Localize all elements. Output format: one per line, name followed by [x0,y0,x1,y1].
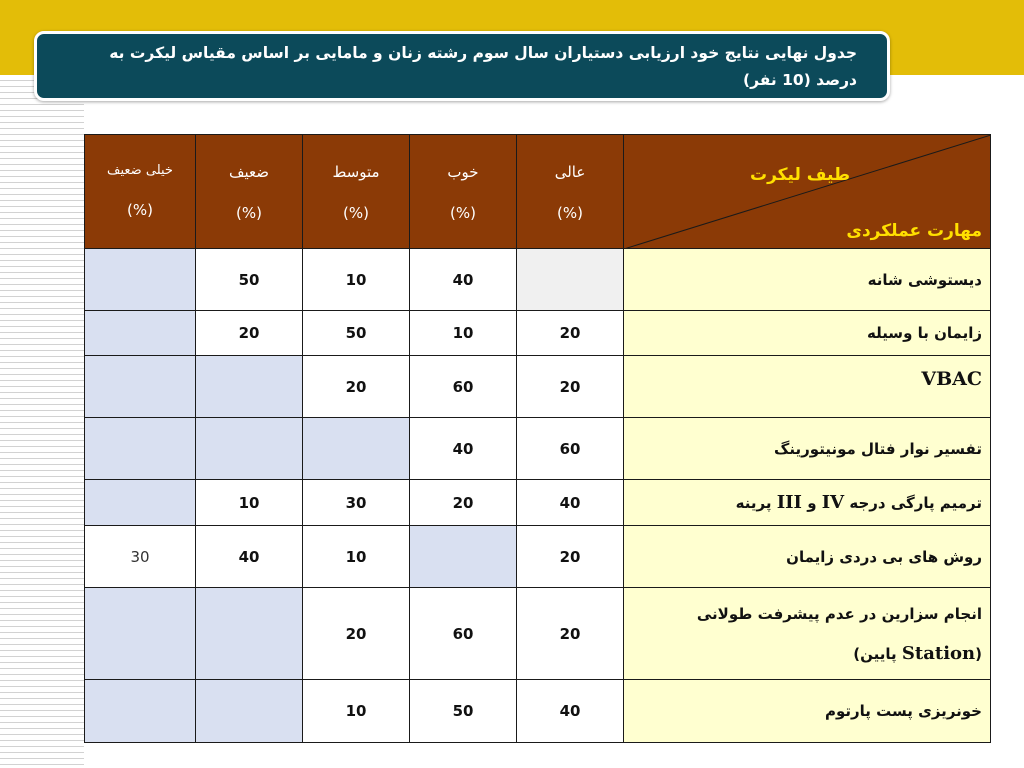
skill-text-station: Station [901,642,976,664]
skill-cell: روش های بی دردی زایمان [624,526,991,588]
value-cell-very-weak [85,249,196,311]
value-cell-good: 40 [410,249,517,311]
value-cell-average: 30 [303,480,410,526]
column-header-label: خوب [447,163,479,181]
table-row [85,418,991,480]
value-cell-average [303,418,410,480]
value-cell-good: 20 [410,480,517,526]
table-row [85,526,991,588]
value-cell-average: 20 [303,588,410,680]
column-header-label: عالی [554,163,586,181]
value-cell-good: 40 [410,418,517,480]
value-cell-weak: 10 [196,480,303,526]
page-title: جدول نهایی نتایج خود ارزیابی دستیاران سال سوم رشته زنان و مامایی بر اساس مقیاس لیکرت به درصد (10 نفر) [109,44,857,89]
value-cell-very-weak [85,356,196,418]
value-cell-very-weak [85,588,196,680]
skill-text-and: و [801,494,822,512]
value-cell-average: 10 [303,680,410,743]
skill-text-prefix: ترمیم پارگی درجه [844,494,982,512]
skill-text-line1: انجام سزارین در عدم پیشرفت طولانی [696,604,982,623]
value-cell-very-weak [85,680,196,743]
value-cell-weak: 40 [196,526,303,588]
value-cell-weak [196,418,303,480]
column-header-unit: (%) [236,204,262,222]
table-row [85,480,991,526]
value-cell-excellent: 20 [517,311,624,356]
column-header-good [410,135,517,249]
column-header-label: خیلی ضعیف [107,163,173,178]
table-row [85,249,991,311]
column-header-label: متوسط [332,163,380,181]
table-row [85,588,991,680]
value-cell-average: 50 [303,311,410,356]
table-row [85,311,991,356]
column-header-unit: (%) [127,201,153,219]
column-header-very-weak [85,135,196,249]
column-header-weak [196,135,303,249]
value-cell-excellent: 20 [517,588,624,680]
value-cell-excellent: 20 [517,356,624,418]
column-header-average [303,135,410,249]
skill-text-line2-open: ( [975,644,982,663]
value-cell-very-weak [85,311,196,356]
value-cell-good: 50 [410,680,517,743]
skill-cell [624,588,991,680]
skill-text-roman-iv: IV [821,492,845,513]
column-header-unit: (%) [450,204,476,222]
value-cell-weak [196,356,303,418]
skill-text-line2-close: پایین) [853,644,902,663]
value-cell-average: 20 [303,356,410,418]
value-cell-good: 60 [410,588,517,680]
value-cell-good: 60 [410,356,517,418]
skill-text-roman-iii: III [776,492,802,513]
column-header-excellent [517,135,624,249]
skill-cell: خونریزی پست پارتوم [624,680,991,743]
value-cell-excellent [517,249,624,311]
value-cell-weak [196,680,303,743]
value-cell-average: 10 [303,526,410,588]
skill-cell [624,480,991,526]
skill-cell: دیستوشی شانه [624,249,991,311]
value-cell-weak: 50 [196,249,303,311]
table-row [85,356,991,418]
likert-scale-label: طیف لیکرت [750,165,850,185]
column-header-unit: (%) [557,204,583,222]
value-cell-excellent: 60 [517,418,624,480]
performance-skill-label: مهارت عملکردی [846,221,982,241]
likert-results-table [84,134,991,743]
value-cell-very-weak: 30 [85,526,196,588]
value-cell-very-weak [85,480,196,526]
table-header-row [85,135,991,249]
value-cell-very-weak [85,418,196,480]
skill-text-suffix: پرینه [735,494,777,512]
value-cell-weak [196,588,303,680]
table-row [85,680,991,743]
value-cell-good: 10 [410,311,517,356]
value-cell-excellent: 20 [517,526,624,588]
left-stripe-decoration [0,75,84,768]
value-cell-excellent: 40 [517,680,624,743]
value-cell-average: 10 [303,249,410,311]
column-header-label: ضعیف [228,163,270,181]
header-corner-cell [624,135,991,249]
value-cell-good [410,526,517,588]
value-cell-excellent: 40 [517,480,624,526]
skill-cell: VBAC [624,356,991,418]
column-header-unit: (%) [343,204,369,222]
title-box [34,31,890,101]
skill-cell: تفسیر نوار فتال مونیتورینگ [624,418,991,480]
skill-cell: زایمان با وسیله [624,311,991,356]
value-cell-weak: 20 [196,311,303,356]
